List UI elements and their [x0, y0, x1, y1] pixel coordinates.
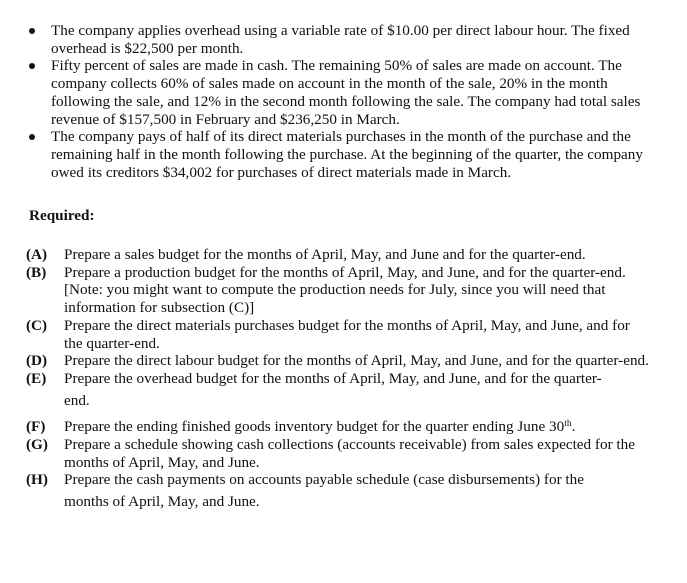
requirement-marker: (C): [26, 316, 48, 334]
requirement-suffix: .: [571, 418, 576, 436]
requirement-g: [0, 436, 687, 471]
requirement-text: Prepare the ending finished goods inventory budget for the quarter ending June 30: [64, 418, 565, 436]
requirements-list: [0, 246, 687, 511]
assumption-text: Fifty percent of sales are made in cash. The remaining 50% of sales are made on account. The company collects 60% of sales made on account in the month of the sale, 20% in the month following the sale, and 12% in the second month following the sale. The company had total sales revenue of $157,500 in February and $236,250 in March.: [51, 57, 641, 128]
requirement-marker: (F): [26, 418, 46, 436]
assumption-overhead: [0, 22, 687, 57]
required-heading: Required:: [29, 207, 95, 224]
requirement-b: [0, 264, 687, 317]
requirement-marker: (H): [26, 471, 48, 489]
requirement-text: Prepare the direct labour budget for the months of April, May, and June, and for the quarter-end.: [64, 352, 649, 370]
requirement-text: Prepare the direct materials purchases budget for the months of April, May, and June, and for the quarter-end.: [64, 316, 630, 352]
requirement-text: Prepare a schedule showing cash collections (accounts receivable) from sales expected for the months of April, May, and June.: [64, 436, 635, 471]
requirement-marker: (D): [26, 352, 48, 370]
requirement-c: [0, 317, 687, 352]
bullet-icon: [29, 63, 35, 69]
requirement-d: [0, 352, 687, 370]
assumption-text: The company pays of half of its direct materials purchases in the month of the purchase and the remaining half in the month following the purchase. At the beginning of the quarter, the company owed its creditors $34,002 for purchases of direct materials made in March.: [51, 128, 643, 181]
requirement-text: Prepare the cash payments on accounts payable schedule (case disbursements) for the: [64, 471, 584, 489]
requirement-text-end: months of April, May, and June.: [64, 493, 260, 511]
assumption-materials-payments: [0, 128, 687, 181]
requirement-text: Prepare a production budget for the months of April, May, and June, and for the quarter-end. [Note: you might want to compute the production needs for July, since you will need that information for subsection (C)]: [64, 263, 626, 317]
assumption-text: The company applies overhead using a variable rate of $10.00 per direct labour hour. The fixed overhead is $22,500 per month.: [51, 22, 630, 57]
requirement-h: [0, 471, 687, 510]
requirement-text: Prepare the overhead budget for the months of April, May, and June, and for the quarter-: [64, 369, 602, 387]
ordinal-suffix: th: [564, 419, 572, 430]
requirement-text: Prepare a sales budget for the months of April, May, and June and for the quarter-end.: [64, 246, 586, 263]
requirement-text-end: end.: [64, 391, 90, 409]
assumption-sales-collections: [0, 57, 687, 128]
bullet-icon: [29, 134, 35, 140]
requirement-marker: (G): [26, 436, 48, 454]
requirement-f: [0, 418, 687, 436]
bullet-icon: [29, 28, 35, 34]
requirement-marker: (E): [26, 369, 47, 387]
assumptions-list: [0, 22, 687, 181]
requirement-e: [0, 370, 687, 409]
requirement-marker: (B): [26, 263, 47, 281]
requirement-marker: (A): [26, 246, 48, 263]
requirement-a: [0, 246, 687, 264]
